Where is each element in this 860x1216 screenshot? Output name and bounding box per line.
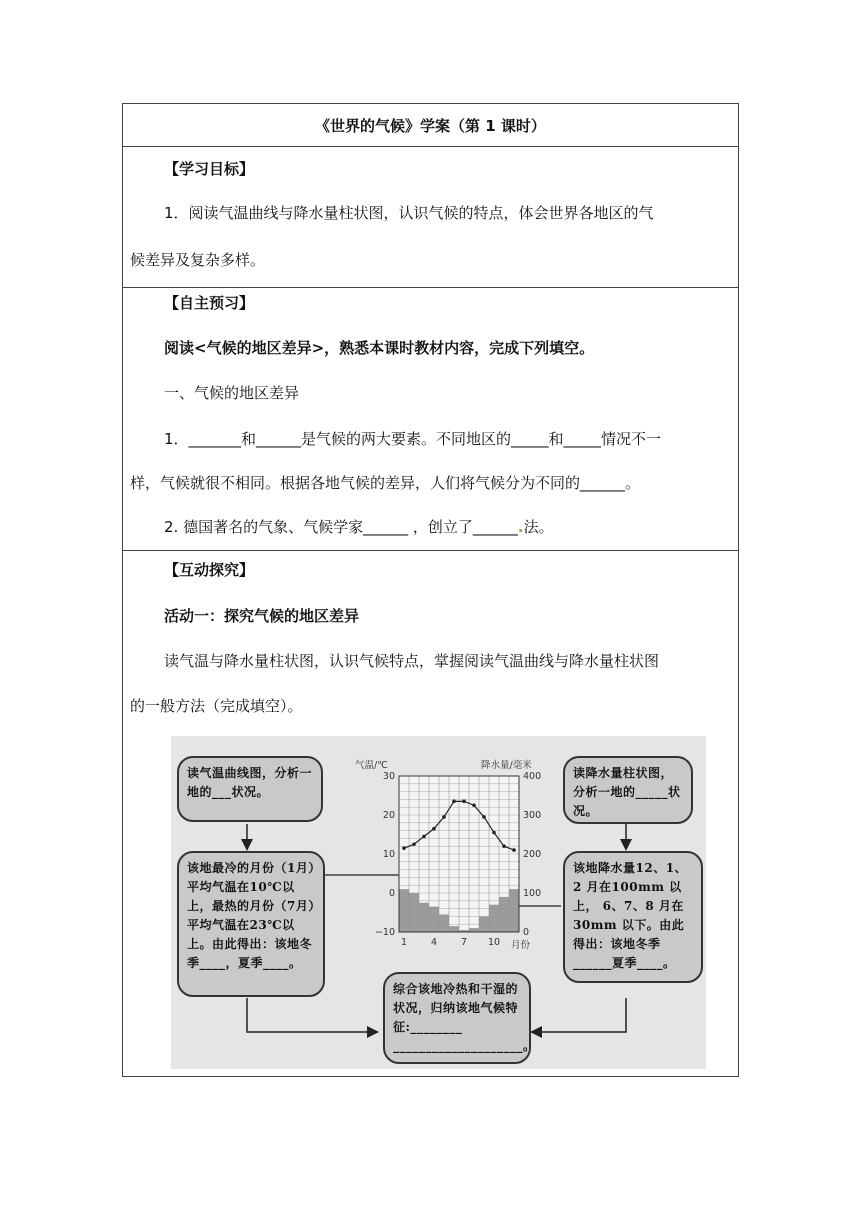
precipitation-bar: [399, 889, 409, 932]
climate-figure: [171, 736, 706, 1069]
inquiry-section: [123, 551, 738, 1078]
precip-tick-label: 0: [523, 927, 530, 938]
precipitation-bar: [419, 903, 429, 932]
box-precipitation-analysis: 该地降水量12、1、2 月在100mm 以上， 6、7、8 月在30mm 以下。由此得出：该地冬季______夏季____。: [563, 851, 703, 983]
temperature-point: [462, 800, 466, 804]
box-read-precipitation: 读降水量柱状图，分析一地的_____状况。: [563, 756, 693, 824]
temperature-point: [442, 815, 446, 819]
temp-tick-label: 10: [382, 849, 395, 860]
goal-line-2: 候差异及复杂多样。: [130, 251, 266, 269]
temperature-point: [452, 800, 456, 804]
precipitation-bar: [449, 926, 459, 932]
temperature-point: [472, 803, 476, 807]
goal-line-1: 1．阅读气温曲线与降水量柱状图，认识气候的特点，体会世界各地区的气: [164, 204, 654, 222]
precipitation-bar: [439, 914, 449, 932]
learning-goals-section: [123, 147, 738, 288]
precip-tick-label: 200: [523, 849, 542, 860]
precipitation-bar: [469, 928, 479, 932]
precip-tick-label: 400: [523, 771, 542, 782]
question-1-line-2: 样，气候就很不相同。根据各地气候的差异，人们将气候分为不同的______。: [130, 474, 641, 492]
activity-title: 活动一：探究气候的地区差异: [164, 607, 360, 625]
temperature-point: [402, 846, 406, 850]
activity-line-2: 的一般方法（完成填空）。: [130, 697, 303, 715]
temp-axis-label: 气温/℃: [355, 760, 388, 771]
temperature-point: [422, 835, 426, 839]
box-temperature-analysis: 该地最冷的月份（1月）平均气温在10℃以上，最热的月份（7月）平均气温在23℃以上。由此得出：该地冬季____，夏季____。: [177, 851, 325, 997]
question-2-text: 2. 德国著名的气象、气候学家______ ，创立了: [164, 518, 473, 536]
precip-tick-label: 100: [523, 888, 542, 899]
x-axis-label: 月份: [511, 940, 531, 951]
month-tick-label: 4: [430, 937, 438, 948]
temp-tick-label: −10: [374, 927, 395, 938]
preview-subheading: 一、气候的地区差异: [164, 384, 300, 402]
temperature-point: [432, 827, 436, 831]
temperature-point: [492, 831, 496, 835]
preview-intro: 阅读<气候的地区差异>，熟悉本课时教材内容，完成下列填空。: [164, 339, 595, 357]
month-tick-label: 1: [400, 937, 408, 948]
precipitation-bar: [509, 889, 519, 932]
preview-heading: 【自主预习】: [164, 294, 255, 312]
question-2: [164, 517, 554, 537]
precipitation-bar: [499, 897, 509, 932]
precip-axis-label: 降水量/毫米: [481, 760, 532, 771]
temperature-point: [502, 844, 506, 848]
precipitation-bar: [429, 907, 439, 932]
temp-tick-label: 0: [388, 888, 395, 899]
worksheet-table: [122, 103, 739, 1077]
box-climate-summary: 综合该地冷热和干湿的状况，归纳该地气候特征:________ ____________________。: [383, 972, 531, 1064]
learning-goals-heading: 【学习目标】: [164, 160, 255, 178]
preview-section: [123, 288, 738, 551]
month-tick-label: 7: [460, 937, 468, 948]
precip-tick-label: 300: [523, 810, 542, 821]
page-title: 《世界的气候》学案（第 1 课时）: [315, 117, 546, 135]
inquiry-heading: 【互动探究】: [164, 561, 255, 579]
precipitation-bar: [409, 893, 419, 932]
precipitation-bar: [479, 916, 489, 932]
month-tick-label: 10: [487, 937, 501, 948]
activity-line-1: 读气温与降水量柱状图，认识气候特点，掌握阅读气温曲线与降水量柱状图: [164, 652, 660, 670]
box-read-temperature: 读气温曲线图，分析一地的___状况。: [177, 756, 323, 822]
highlight-mark: .: [517, 518, 524, 536]
temperature-point: [412, 842, 416, 846]
climate-chart: [351, 756, 551, 956]
temperature-point: [482, 815, 486, 819]
title-row: [123, 104, 738, 147]
question-2-blank: ______: [472, 518, 518, 536]
precipitation-bar: [489, 905, 499, 932]
question-2-end: 法。: [523, 518, 554, 536]
temp-tick-label: 30: [382, 771, 395, 782]
temp-tick-label: 20: [382, 810, 395, 821]
temperature-point: [512, 848, 516, 852]
question-1-line-1: 1．_______和______是气候的两大要素。不同地区的_____和_____情况不一: [164, 430, 662, 448]
